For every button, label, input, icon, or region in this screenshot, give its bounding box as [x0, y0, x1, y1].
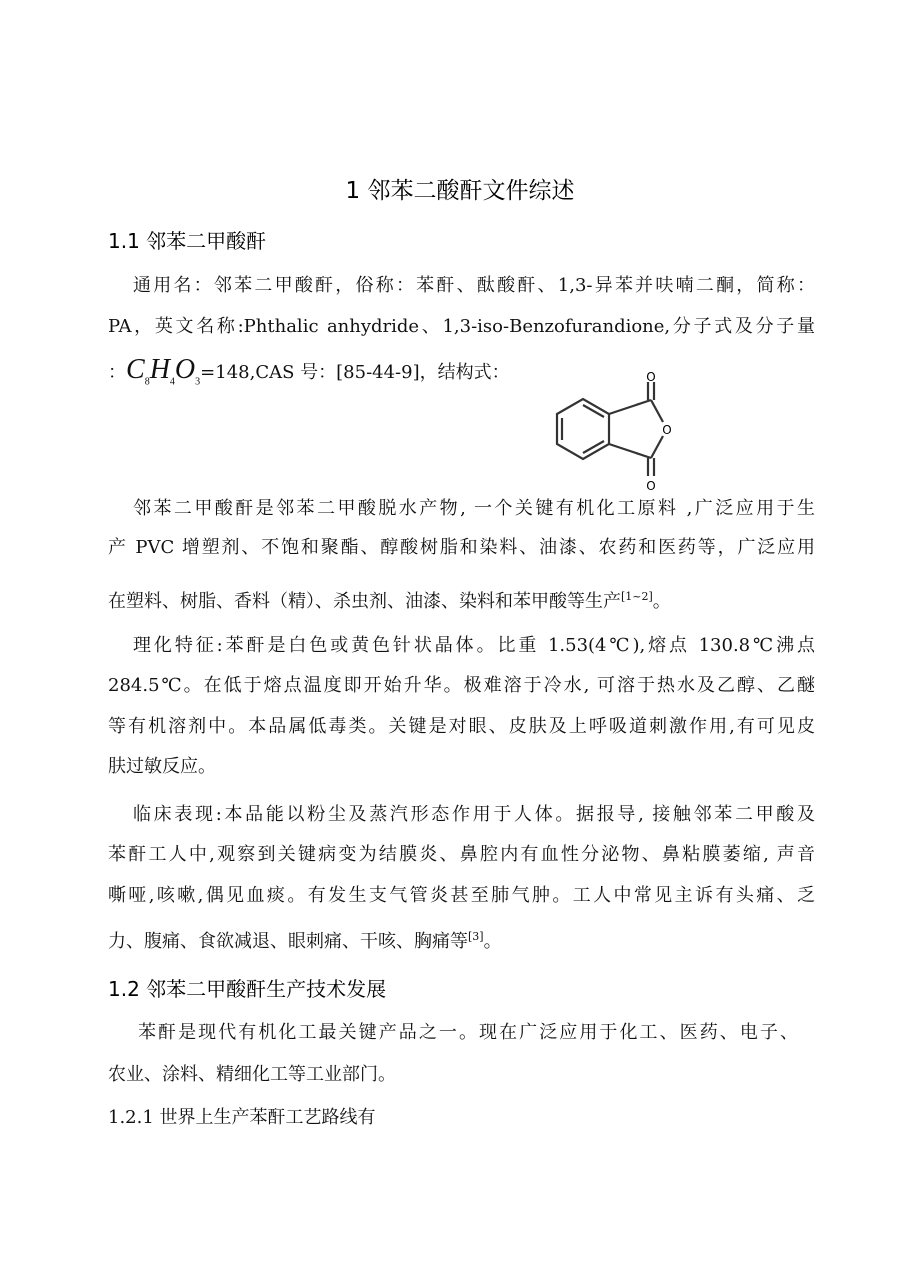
structural-formula-image: [545, 370, 695, 498]
paragraph-line: PA，英文名称:Phthalic anhydride、1,3-iso-Benzofurandione,分子式及分子量: [108, 316, 815, 337]
text: 在塑料、树脂、香料（精）、杀虫剂、油漆、染料和苯甲酸等生产: [108, 591, 621, 612]
text: 。: [652, 591, 671, 612]
formula-c-count: 8: [144, 376, 150, 388]
formula-c: C: [126, 354, 145, 385]
formula-h: H: [149, 354, 170, 385]
paragraph-line: [108, 925, 815, 954]
formula-o: O: [174, 354, 196, 385]
paragraph-line: 产 PVC 增塑剂、不饱和聚酯、醇酸树脂和染料、油漆、农药和医药等，广泛应用: [108, 537, 815, 558]
paragraph-line: 等有机溶剂中。本品属低毒类。关键是对眼、皮肤及上呼吸道刺激作用,有可见皮: [108, 716, 815, 737]
paragraph-line: 284.5℃。在低于熔点温度即开始升华。极难溶于冷水, 可溶于热水及乙醇、乙醚: [108, 675, 815, 696]
citation: [3]: [468, 930, 484, 943]
formula-o-count: 3: [195, 376, 201, 388]
paragraph-line: 苯酐是现代有机化工最关键产品之一。现在广泛应用于化工、医药、电子、: [138, 1022, 798, 1043]
page-title: 1 邻苯二酸酐文件综述: [345, 178, 575, 204]
paragraph-line: 临床表现:本品能以粉尘及蒸汽形态作用于人体。据报导, 接触邻苯二甲酸及: [133, 804, 815, 825]
subsection-heading: 1.2.1 世界上生产苯酐工艺路线有: [108, 1107, 376, 1128]
oxygen-label: O: [646, 370, 656, 384]
citation: [1~2]: [621, 590, 653, 603]
molecular-formula: [126, 354, 201, 388]
oxygen-label: O: [662, 423, 672, 437]
oxygen-label: O: [646, 479, 656, 493]
paragraph-line: 邻苯二甲酸酐是邻苯二甲酸脱水产物, 一个关键有机化工原料 ,广泛应用于生: [133, 498, 815, 519]
paragraph-line: 肤过敏反应。: [108, 756, 216, 777]
paragraph-line: 苯酐工人中,观察到关键病变为结膜炎、鼻腔内有血性分泌物、鼻粘膜萎缩, 声音: [108, 844, 815, 865]
paragraph-line: 通用名：邻苯二甲酸酐，俗称：苯酐、酞酸酐、1,3-异苯并呋喃二酮，简称：: [133, 275, 815, 296]
section-heading-1-2: 1.2 邻苯二甲酸酐生产技术发展: [108, 977, 387, 1001]
formula-h-count: 4: [169, 376, 175, 388]
section-heading-1-1: 1.1 邻苯二甲酸酐: [108, 229, 267, 253]
paragraph-line: [108, 354, 815, 395]
paragraph-line: 嘶哑,咳嗽,偶见血痰。有发生支气管炎甚至肺气肿。工人中常见主诉有头痛、乏: [108, 885, 815, 906]
colon: ：: [108, 362, 126, 383]
paragraph-line: 农业、涂料、精细化工等工业部门。: [108, 1064, 396, 1085]
formula-rest: =148,CAS 号：[85-44-9]，结构式：: [200, 362, 510, 383]
text: 力、腹痛、食欲减退、眼刺痛、干咳、胸痛等: [108, 931, 468, 952]
text: 。: [483, 931, 502, 952]
paragraph-line: 理化特征:苯酐是白色或黄色针状晶体。比重 1.53(4℃),熔点 130.8℃沸点: [133, 635, 815, 656]
paragraph-line: [108, 585, 815, 614]
